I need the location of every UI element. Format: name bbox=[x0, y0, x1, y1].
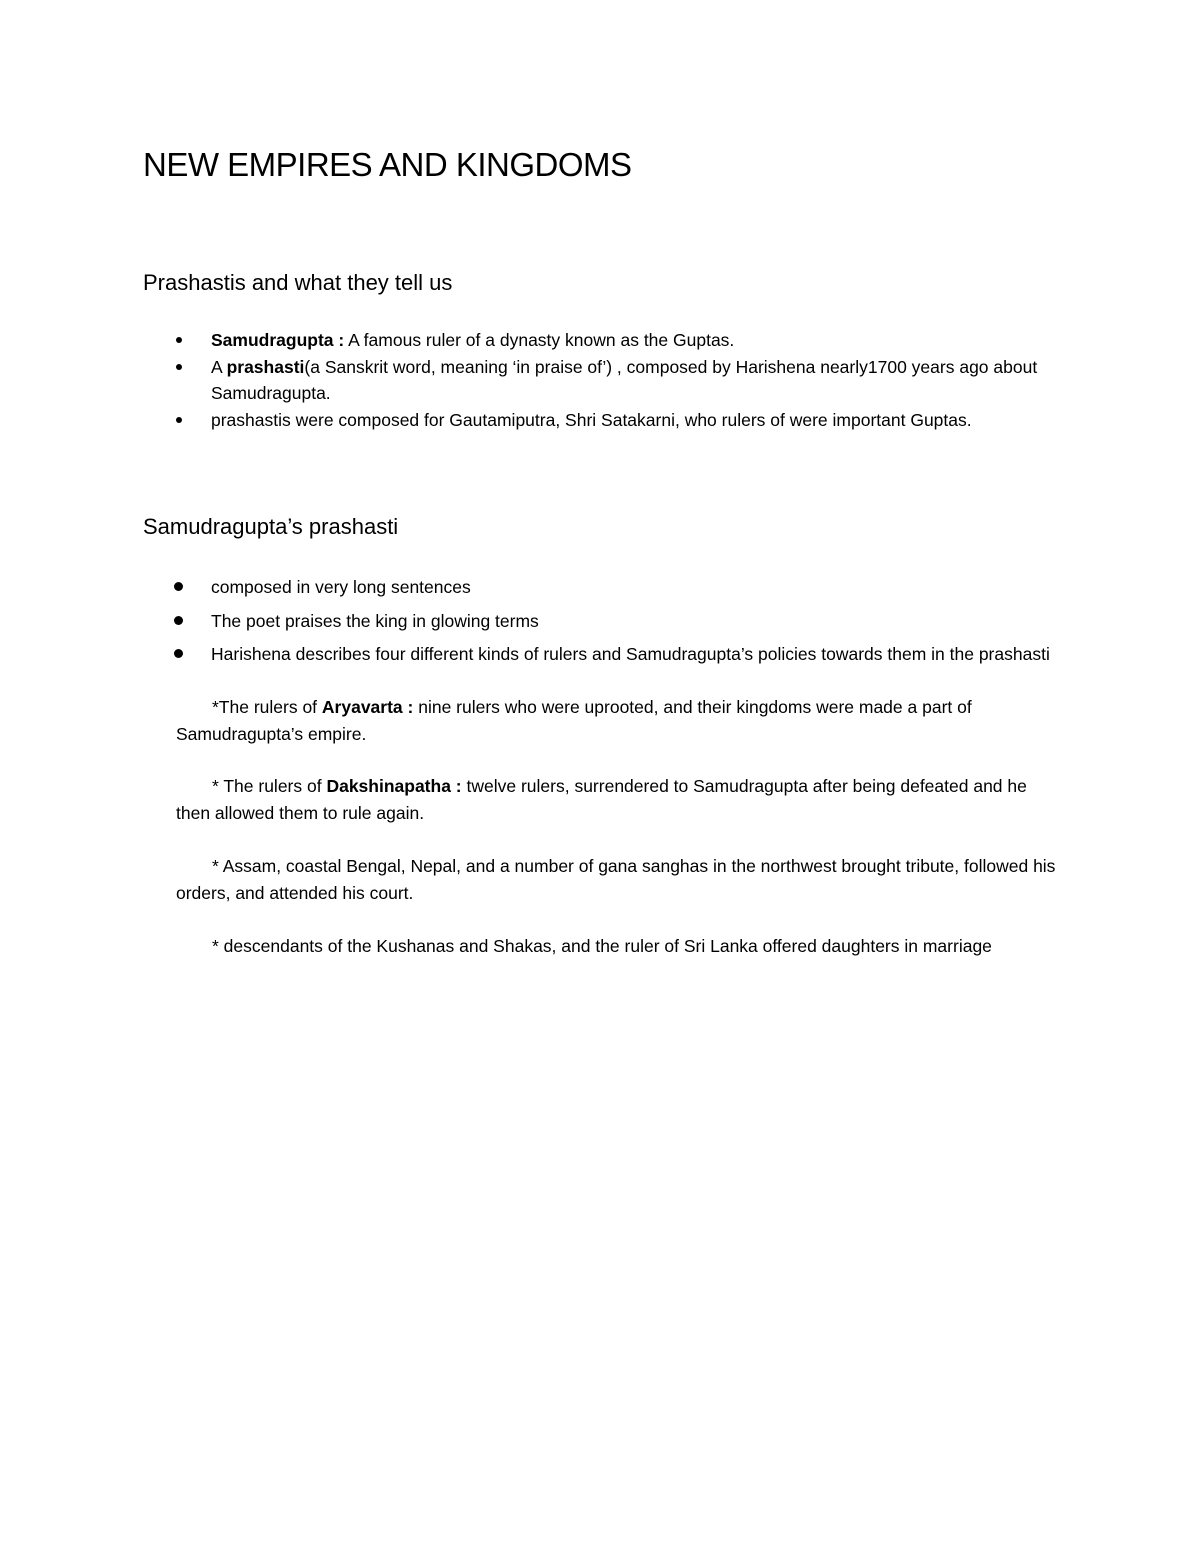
samudragupta-bullet-list bbox=[211, 574, 1071, 675]
item-text: (a Sanskrit word, meaning ‘in praise of’) , composed by Harishena nearly1700 years ago about Samudragupta. bbox=[211, 356, 1038, 403]
paragraph-aryavarta bbox=[176, 694, 1056, 747]
paragraph-dakshinapatha bbox=[176, 773, 1056, 826]
bullet-icon bbox=[174, 649, 183, 658]
bullet-icon bbox=[174, 582, 183, 591]
para-text: * descendants of the Kushanas and Shakas, and the ruler of Sri Lanka offered daughters in marriage bbox=[212, 936, 992, 956]
document-title: NEW EMPIRES AND KINGDOMS bbox=[143, 146, 632, 183]
item-text: Harishena describes four different kinds of rulers and Samudragupta’s policies towards them in the prashasti bbox=[211, 644, 1050, 664]
bullet-icon bbox=[174, 616, 183, 625]
section-heading-samudragupta-prashasti: Samudragupta’s prashasti bbox=[143, 514, 399, 539]
list-item bbox=[211, 354, 1071, 407]
para-prefix: *The rulers of bbox=[212, 697, 322, 717]
list-item bbox=[211, 407, 1071, 434]
item-text: prashastis were composed for Gautamiputra, Shri Satakarni, who rulers of were important Guptas. bbox=[211, 409, 972, 430]
bullet-icon bbox=[176, 417, 182, 423]
para-prefix: * The rulers of bbox=[212, 776, 327, 796]
list-item bbox=[211, 641, 1071, 668]
item-text: composed in very long sentences bbox=[211, 577, 471, 597]
list-item bbox=[211, 574, 1071, 601]
item-text: A famous ruler of a dynasty known as the Guptas. bbox=[344, 330, 735, 350]
term-bold: Samudragupta : bbox=[211, 330, 345, 350]
para-text: twelve rulers, surrendered to Samudragupta after being defeated and he then allowed them to rule again. bbox=[176, 776, 1027, 823]
list-item bbox=[211, 327, 1071, 354]
term-bold: Dakshinapatha : bbox=[326, 776, 462, 796]
term-bold: prashasti bbox=[226, 356, 305, 377]
item-text: The poet praises the king in glowing terms bbox=[211, 610, 539, 631]
bullet-icon bbox=[176, 364, 182, 370]
term-bold: Aryavarta : bbox=[321, 697, 414, 717]
item-prefix: A bbox=[211, 356, 227, 377]
bullet-icon bbox=[176, 337, 182, 343]
para-text: nine rulers who were uprooted, and their kingdoms were made a part of Samudragupta’s empire. bbox=[176, 697, 972, 744]
paragraph-assam-bengal-nepal bbox=[176, 853, 1056, 906]
prashastis-bullet-list bbox=[211, 327, 1071, 433]
list-item bbox=[211, 608, 1071, 635]
section-heading-prashastis: Prashastis and what they tell us bbox=[143, 270, 453, 295]
para-text: * Assam, coastal Bengal, Nepal, and a number of gana sanghas in the northwest brought tribute, followed his orders, and attended his court. bbox=[176, 856, 1056, 903]
paragraph-kushanas-shakas bbox=[176, 933, 1056, 960]
